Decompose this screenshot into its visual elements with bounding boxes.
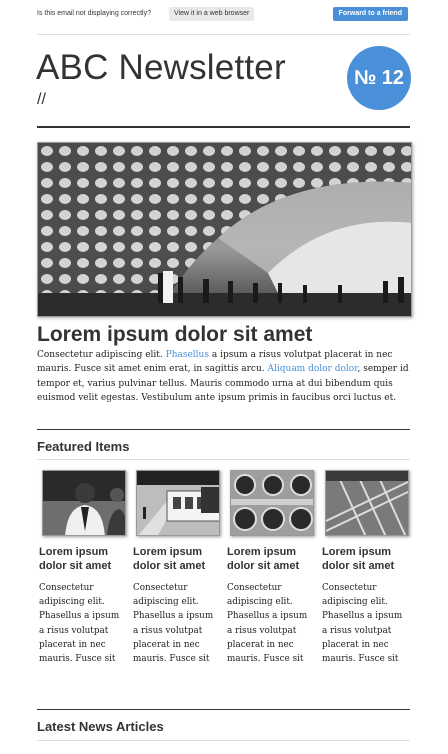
featured-item[interactable] [39,470,129,666]
featured-item-desc: Consectetur adipiscing elit. Phasellus a ipsum a risus volutpat placerat in nec mauris. Fusce sit [322,583,403,665]
header-divider [37,126,410,128]
article-link-phasellus[interactable]: Phasellus [165,350,209,360]
hero-image[interactable] [37,142,412,317]
station-photo-icon [38,143,412,317]
featured-item-desc: Consectetur adipiscing elit. Phasellus a ipsum a risus volutpat placerat in nec mauris. Fusce sit [39,583,120,665]
featured-item-desc: Consectetur adipiscing elit. Phasellus a ipsum a risus volutpat placerat in nec mauris. Fusce sit [133,583,214,665]
featured-thumbnail[interactable] [230,470,314,536]
article-link-aliquam[interactable]: Aliquam dolor dolor [267,364,358,375]
topbar-divider [37,34,410,35]
latest-news-divider [37,740,410,741]
article-divider [37,429,410,430]
featured-item[interactable] [133,470,223,666]
structure-photo-icon [326,471,409,536]
article-text: a ipsum a risus volutpat placerat in nec mauris. Fusce sit amet enim erat, in sagittis arcu. [37,350,393,375]
featured-item[interactable] [227,470,317,666]
article-body [37,348,412,406]
featured-thumbnail[interactable] [136,470,220,536]
featured-item-title[interactable]: Lorem ipsum dolor sit amet [133,546,206,572]
train-photo-icon [137,471,220,536]
newsletter-title: ABC Newsletter [36,48,286,87]
newsletter-subtitle: // [37,91,46,108]
article-title: Lorem ipsum dolor sit amet [37,323,313,346]
washing-machines-photo-icon [231,471,314,536]
featured-item-title[interactable]: Lorem ipsum dolor sit amet [322,546,395,572]
view-in-browser-button[interactable]: View it in a web browser [169,7,254,21]
featured-item-title[interactable]: Lorem ipsum dolor sit amet [227,546,300,572]
featured-item[interactable] [322,470,412,666]
featured-item-title[interactable]: Lorem ipsum dolor sit amet [39,546,112,572]
issue-number-badge: № 12 [347,46,411,110]
people-photo-icon [43,471,126,536]
featured-thumbnail[interactable] [325,470,409,536]
latest-news-heading: Latest News Articles [37,719,164,734]
featured-divider [37,459,410,460]
article-text: Consectetur adipiscing elit. [37,350,166,360]
featured-thumbnail[interactable] [42,470,126,536]
featured-heading: Featured Items [37,439,130,454]
forward-to-friend-button[interactable]: Forward to a friend [333,7,408,21]
featured-item-desc: Consectetur adipiscing elit. Phasellus a ipsum a risus volutpat placerat in nec mauris. Fusce sit [227,583,308,665]
display-notice: Is this email not displaying correctly? [37,10,151,17]
featured-bottom-divider [37,709,410,710]
article-text: , semper id tempor et, varius pulvinar tellus. Mauris commodo urna at dui bibendum quis euismod velit egestas. Vestibulum ante ipsum primis in faucibus orci luctus et. [37,364,409,404]
email-topbar [37,6,410,24]
